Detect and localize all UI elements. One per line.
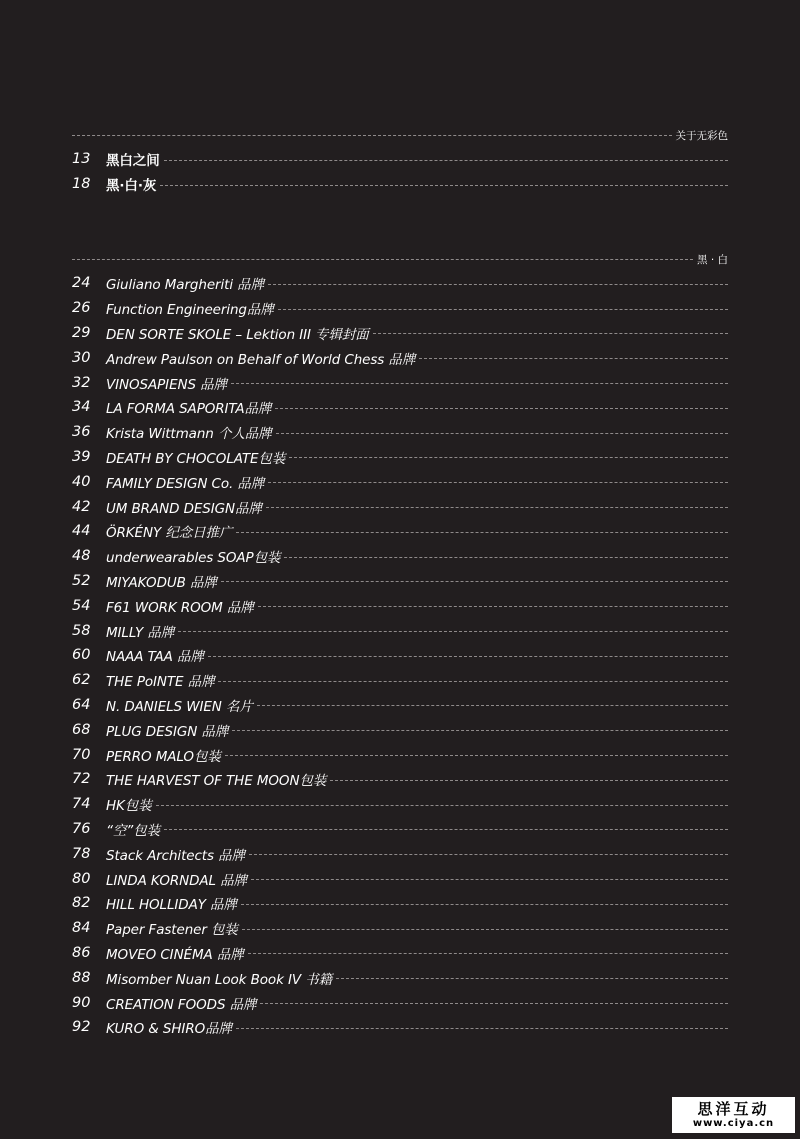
page-number: 58 (72, 622, 91, 639)
entry-title: 黑·白·灰 (106, 178, 157, 195)
toc-entry[interactable] (72, 841, 728, 866)
entry-title: MOVEO CINÉMA 品牌 (106, 946, 244, 963)
leader-line (260, 1003, 728, 1004)
entry-title: “空”包装 (106, 822, 160, 839)
page-number: 36 (72, 424, 91, 441)
page-number: 90 (72, 994, 91, 1011)
entry-title: THE PoINTE 品牌 (106, 674, 215, 691)
page-number: 42 (72, 498, 91, 515)
entry-title: F61 WORK ROOM 品牌 (106, 599, 254, 616)
page-number: 78 (72, 845, 91, 862)
entry-title: N. DANIELS WIEN 名片 (106, 698, 253, 715)
toc-entry[interactable] (72, 717, 728, 742)
section-header-colorless (72, 127, 728, 143)
entry-title: DEN SORTE SKOLE – Lektion III 专辑封面 (106, 326, 369, 343)
entry-title: Krista Wittmann 个人品牌 (106, 426, 272, 443)
toc-entry[interactable] (72, 618, 728, 643)
toc-entry[interactable] (72, 593, 728, 618)
entry-title: Misomber Nuan Look Book IV 书籍 (106, 971, 332, 988)
toc-entry[interactable] (72, 965, 728, 990)
leader-line (268, 284, 728, 285)
entry-title: LA FORMA SAPORITA品牌 (106, 401, 272, 418)
toc-entry[interactable] (72, 296, 728, 321)
page-number: 86 (72, 944, 91, 961)
page-number: 76 (72, 820, 91, 837)
toc-entry[interactable] (72, 519, 728, 544)
leader-line (284, 557, 728, 558)
page-number: 54 (72, 597, 91, 614)
leader-line (231, 383, 728, 384)
page-number: 88 (72, 969, 91, 986)
entry-title: 黑白之间 (106, 153, 160, 170)
toc-entry[interactable] (72, 767, 728, 792)
leader-line (218, 681, 728, 682)
leader-line (160, 185, 728, 186)
leader-line (241, 904, 728, 905)
leader-line (278, 309, 728, 310)
page-number: 68 (72, 721, 91, 738)
leader-line (373, 333, 728, 334)
leader-line (330, 780, 728, 781)
toc-entry[interactable] (72, 866, 728, 891)
page-number: 52 (72, 572, 91, 589)
leader-line (275, 408, 728, 409)
toc-entry[interactable] (72, 494, 728, 519)
toc-entry[interactable] (72, 271, 728, 296)
page-number: 30 (72, 349, 91, 366)
leader-line (236, 1028, 728, 1029)
leader-line (236, 532, 728, 533)
section-label: 关于无彩色 (675, 129, 728, 142)
toc-entry[interactable] (72, 420, 728, 445)
page-number: 34 (72, 399, 91, 416)
entry-title: Function Engineering品牌 (106, 302, 274, 319)
leader-line (232, 730, 728, 731)
section-label: 黑 · 白 (696, 253, 728, 266)
watermark-url: www.ciya.cn (692, 1118, 775, 1129)
entry-title: HILL HOLLIDAY 品牌 (106, 897, 237, 914)
leader-line (248, 953, 728, 954)
toc-entry[interactable] (72, 395, 728, 420)
page-number: 26 (72, 300, 91, 317)
entry-title: underwearables SOAP包装 (106, 550, 281, 567)
toc-entry[interactable] (72, 569, 728, 594)
toc-entry[interactable] (72, 916, 728, 941)
leader-line (72, 259, 693, 260)
entry-title: MIYAKODUB 品牌 (106, 574, 217, 591)
toc-entry[interactable] (72, 643, 728, 668)
page-number: 84 (72, 920, 91, 937)
watermark-logo (672, 1097, 795, 1133)
toc-entry[interactable] (72, 544, 728, 569)
page-number: 32 (72, 374, 91, 391)
page-number: 24 (72, 275, 91, 292)
entry-title: ÖRKÉNY 纪念日推广 (106, 525, 233, 542)
page-number: 80 (72, 870, 91, 887)
leader-line (156, 805, 728, 806)
entry-title: NAAA TAA 品牌 (106, 649, 204, 666)
leader-line (225, 755, 728, 756)
leader-line (208, 656, 728, 657)
leader-line (419, 358, 728, 359)
entry-title: Giuliano Margheriti 品牌 (106, 277, 264, 294)
page-number: 44 (72, 523, 91, 540)
leader-line (336, 978, 728, 979)
watermark-name: 思洋互动 (697, 1100, 770, 1118)
toc-entry[interactable] (72, 172, 728, 197)
leader-line (221, 581, 728, 582)
page-number: 39 (72, 448, 91, 465)
toc-entry[interactable] (72, 147, 728, 172)
entry-title: UM BRAND DESIGN品牌 (106, 500, 262, 517)
leader-line (268, 482, 728, 483)
entry-title: THE HARVEST OF THE MOON包装 (106, 773, 327, 790)
leader-line (178, 631, 728, 632)
entry-title: Andrew Paulson on Behalf of World Chess 品牌 (106, 351, 416, 368)
leader-line (258, 606, 728, 607)
toc-entry[interactable] (72, 742, 728, 767)
page-number: 92 (72, 1019, 91, 1036)
entry-title: LINDA KORNDAL 品牌 (106, 872, 247, 889)
leader-line (249, 854, 728, 855)
toc-entry[interactable] (72, 693, 728, 718)
entry-title: DEATH BY CHOCOLATE包装 (106, 450, 286, 467)
entry-title: PLUG DESIGN 品牌 (106, 723, 229, 740)
leader-line (289, 457, 728, 458)
page-number: 60 (72, 647, 91, 664)
page-number: 70 (72, 746, 91, 763)
page-number: 74 (72, 796, 91, 813)
toc-entry[interactable] (72, 469, 728, 494)
leader-line (72, 135, 672, 136)
leader-line (251, 879, 728, 880)
entry-title: PERRO MALO包装 (106, 748, 221, 765)
toc-entry[interactable] (72, 321, 728, 346)
page-number: 40 (72, 473, 91, 490)
toc-entry[interactable] (72, 990, 728, 1015)
entry-title: Stack Architects 品牌 (106, 847, 245, 864)
entry-title: MILLY 品牌 (106, 624, 175, 641)
page-number: 48 (72, 548, 91, 565)
entry-title: HK包装 (106, 798, 152, 815)
leader-line (257, 705, 728, 706)
entry-title: Paper Fastener 包装 (106, 922, 238, 939)
toc-entry[interactable] (72, 1015, 728, 1040)
entry-title: FAMILY DESIGN Co. 品牌 (106, 475, 265, 492)
toc-entry[interactable] (72, 941, 728, 966)
page-number: 29 (72, 324, 91, 341)
leader-line (164, 829, 728, 830)
page-number: 18 (72, 176, 91, 193)
toc-entry[interactable] (72, 370, 728, 395)
page-number: 72 (72, 771, 91, 788)
leader-line (164, 160, 728, 161)
leader-line (276, 433, 728, 434)
toc-entry[interactable] (72, 345, 728, 370)
page-number: 62 (72, 672, 91, 689)
toc-list-black-white (72, 271, 728, 1040)
leader-line (266, 507, 728, 508)
section-header-black-white (72, 251, 728, 267)
toc-entry[interactable] (72, 668, 728, 693)
toc-entry[interactable] (72, 792, 728, 817)
toc-list-colorless (72, 147, 728, 197)
entry-title: CREATION FOODS 品牌 (106, 996, 257, 1013)
leader-line (242, 929, 728, 930)
page-number: 13 (72, 151, 91, 168)
toc-entry[interactable] (72, 445, 728, 470)
entry-title: KURO & SHIRO品牌 (106, 1021, 232, 1038)
toc-entry[interactable] (72, 817, 728, 842)
page-number: 82 (72, 895, 91, 912)
toc-entry[interactable] (72, 891, 728, 916)
entry-title: VINOSAPIENS 品牌 (106, 376, 227, 393)
page-number: 64 (72, 696, 91, 713)
